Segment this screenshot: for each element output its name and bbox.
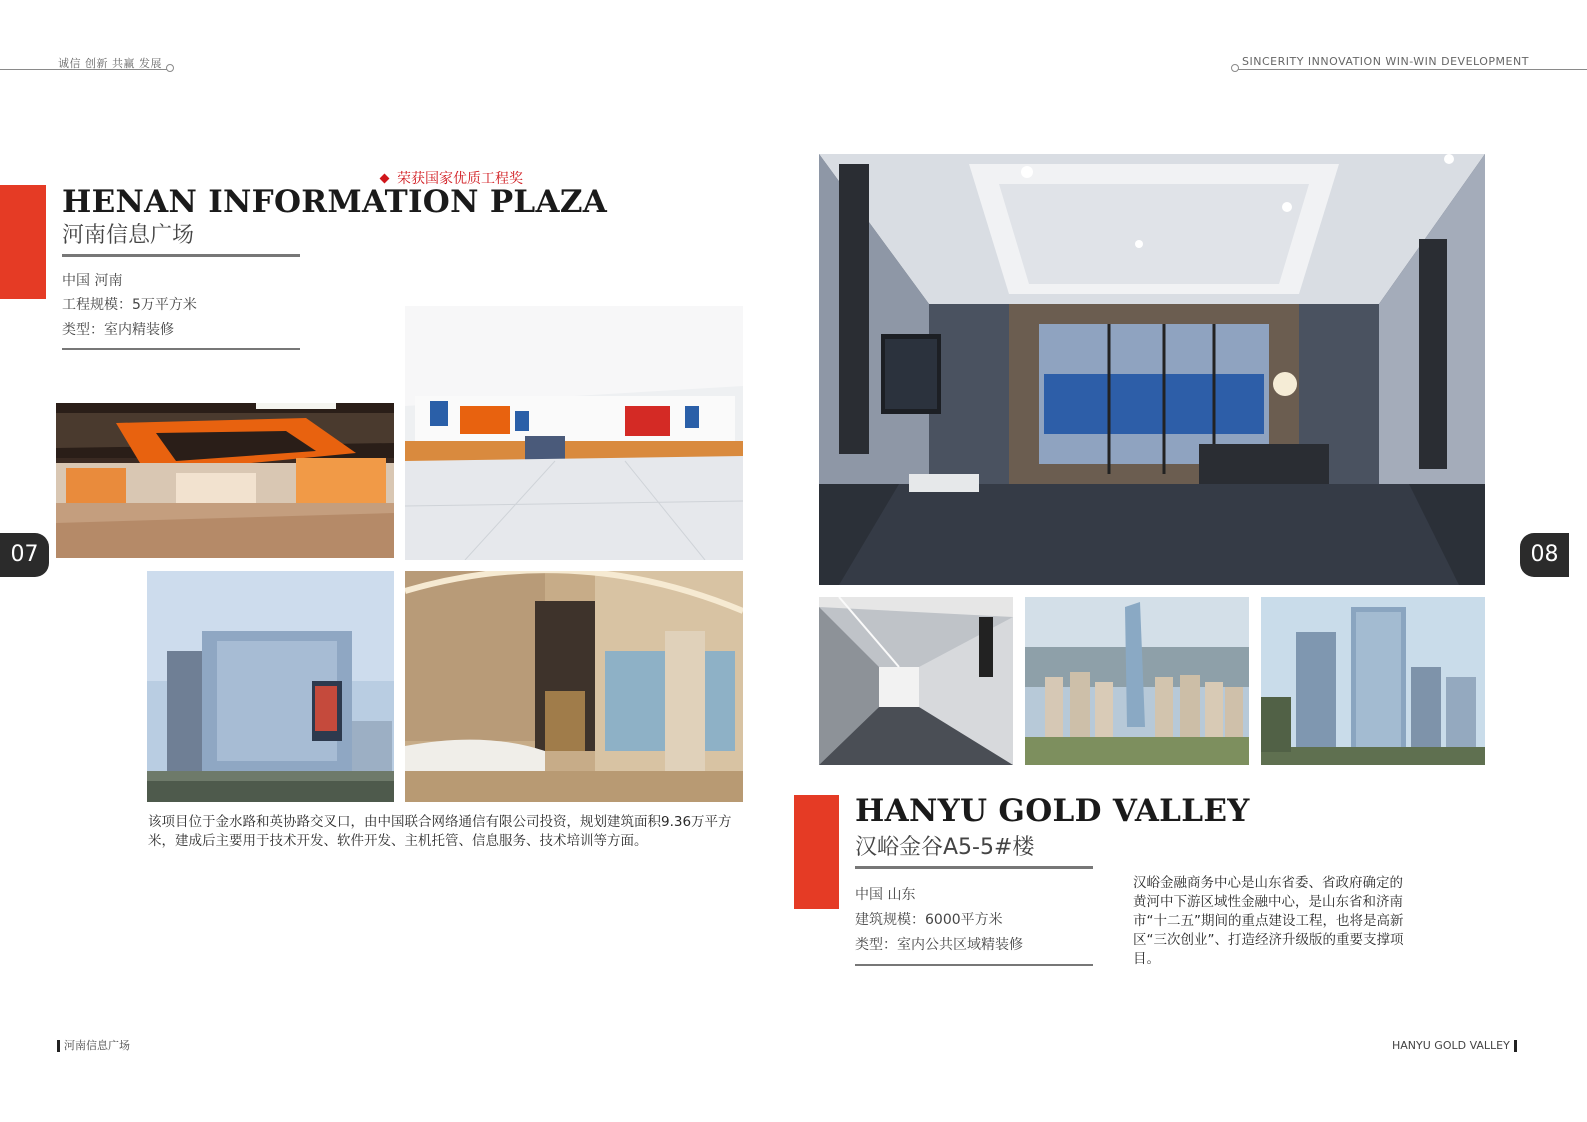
title-rule [62,254,300,257]
project-description-right: 汉峪金融商务中心是山东省委、省政府确定的黄河中下游区域性金融中心，是山东省和济南市“十二五”期间的重点建设工程，也将是高新区“三次创业”、打造经济升级版的重要支撑项目。 [1133,875,1404,967]
title-accent-block-right [794,795,839,909]
project-title-cn: 河南信息广场 [62,223,195,248]
info-scale-right: 建筑规模：6000平方米 [855,912,1003,928]
header-dot-left [166,64,174,72]
header-dot-right [1231,64,1239,72]
award-text: 荣获国家优质工程奖 [397,171,523,187]
photo-twin-towers [1261,597,1485,765]
page-number-right: 08 [1520,533,1569,577]
title-accent-block-left [0,185,46,299]
info-rule-right [855,964,1093,966]
footer-right: HANYU GOLD VALLEY [1392,1040,1517,1052]
info-rule [62,348,300,350]
header-rule-right [1236,69,1587,70]
header-slogan-cn: 诚信 创新 共赢 发展 [58,57,162,70]
project-title-en-right: HANYU GOLD VALLEY [855,793,1250,829]
project-title-cn-right: 汉峪金谷A5-5#楼 [855,835,1035,860]
photo-tower-exterior [147,571,394,802]
info-scale: 工程规模：5万平方米 [62,297,197,313]
info-location-right: 中国 山东 [855,887,916,903]
project-description-left: 该项目位于金水路和英协路交叉口，由中国联合网络通信有限公司投资，规划建筑面积9.36万平方米，建成后主要用于技术开发、软件开发、主机托管、信息服务、技术培训等方面。 [148,814,732,849]
footer-left: 河南信息广场 [57,1040,130,1052]
photo-corridor [819,597,1013,765]
header-slogan-en: SINCERITY INNOVATION WIN-WIN DEVELOPMENT [1242,55,1529,68]
photo-main-lobby [819,154,1485,585]
photo-business-hall [56,403,394,558]
photo-aerial-complex [1025,597,1249,765]
project-title-en: HENAN INFORMATION PLAZA [62,184,608,220]
photo-service-hall [405,306,743,560]
diamond-bullet-icon [380,174,390,184]
title-rule-right [855,866,1093,869]
page-number-left: 07 [0,533,49,577]
info-type-right: 类型：室内公共区域精装修 [855,937,1023,953]
info-location: 中国 河南 [62,273,123,289]
photo-lobby-reception [405,571,743,802]
info-type: 类型：室内精装修 [62,322,174,338]
